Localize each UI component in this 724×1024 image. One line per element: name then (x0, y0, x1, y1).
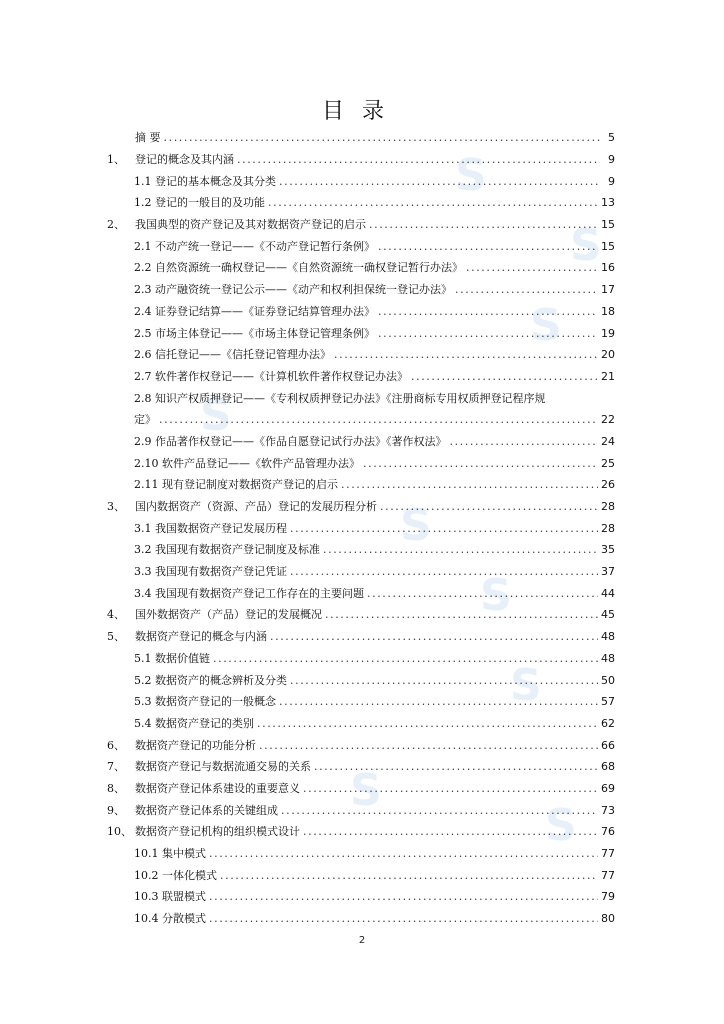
toc-leader-dots (378, 306, 598, 317)
toc-entry[interactable] (107, 279, 615, 301)
toc-entry-title: 数据资产登记体系的关键组成 (135, 803, 278, 817)
toc-entry-number: 1、 (107, 153, 125, 167)
toc-entry-title: 3.3 我国现有数据资产登记凭证 (134, 565, 287, 579)
toc-leader-dots (213, 653, 598, 664)
toc-leader-dots (369, 219, 598, 230)
toc-entry[interactable] (107, 626, 615, 648)
toc-leader-dots (363, 458, 598, 469)
toc-entry-title: 3.4 我国现有数据资产登记工作存在的主要问题 (134, 586, 364, 600)
toc-entry[interactable] (107, 149, 615, 171)
toc-entry[interactable] (107, 582, 615, 604)
toc-entry[interactable] (107, 604, 615, 626)
watermark-logo: S (570, 220, 602, 271)
toc-leader-dots (314, 761, 598, 772)
toc-leader-dots (455, 284, 598, 295)
toc-entry[interactable] (107, 214, 615, 236)
toc-leader-dots (341, 479, 598, 490)
toc-entry-page: 17 (601, 283, 615, 297)
toc-entry[interactable] (107, 821, 615, 843)
toc-entry-title: 2.7 软件著作权登记——《计算机软件著作权登记办法》 (134, 369, 408, 383)
toc-entry-title: 我国典型的资产登记及其对数据资产登记的启示 (135, 218, 366, 232)
toc-entry-title: 定》 (134, 413, 156, 427)
watermark-logo: S (480, 570, 512, 621)
toc-entry[interactable] (107, 908, 615, 930)
toc-entry[interactable] (107, 843, 615, 865)
toc-entry-title: 5.1 数据价值链 (134, 651, 210, 665)
toc-entry-title: 数据资产登记与数据流通交易的关系 (135, 760, 311, 774)
toc-leader-dots (209, 848, 598, 859)
toc-entry-title: 2.11 现有登记制度对数据资产登记的启示 (134, 478, 338, 492)
watermark-logo: S (350, 765, 382, 816)
toc-entry-page: 35 (601, 543, 615, 557)
toc-leader-dots (290, 523, 598, 534)
toc-entry-title: 2.2 自然资源统一确权登记——《自然资源统一确权登记暂行办法》 (134, 261, 463, 275)
toc-entry-title: 2.10 软件产品登记——《软件产品管理办法》 (134, 456, 360, 470)
toc-leader-dots (290, 675, 598, 686)
toc-entry-page: 77 (601, 868, 615, 882)
toc-leader-dots (378, 241, 598, 252)
toc-leader-dots (367, 588, 598, 599)
toc-leader-dots (290, 566, 598, 577)
toc-leader-dots (411, 371, 598, 382)
toc-entry-page: 45 (601, 608, 615, 622)
toc-entry-title: 数据资产登记的概念与内涵 (135, 630, 267, 644)
toc-entry-title: 2.6 信托登记——《信托登记管理办法》 (134, 348, 331, 362)
watermark-logo: S (545, 800, 577, 851)
toc-leader-dots (164, 132, 601, 143)
toc-leader-dots (159, 414, 598, 425)
toc-entry[interactable] (107, 344, 615, 366)
toc-entry-page: 66 (601, 738, 615, 752)
toc-entry-page: 57 (601, 695, 615, 709)
toc-leader-dots (380, 501, 598, 512)
toc-entry[interactable] (107, 431, 615, 453)
toc-entry-title: 5.4 数据资产登记的类别 (134, 716, 254, 730)
toc-entry-title: 10.4 分散模式 (134, 912, 206, 926)
toc-leader-dots (334, 349, 598, 360)
watermark-logo: S (530, 300, 562, 351)
toc-entry[interactable] (107, 669, 615, 691)
toc-leader-dots (450, 436, 599, 447)
toc-entry-page: 15 (601, 239, 615, 253)
toc-entry[interactable] (107, 192, 615, 214)
toc-entry-page: 73 (601, 803, 615, 817)
toc-entry-page: 37 (601, 565, 615, 579)
toc-entry-title: 数据资产登记体系建设的重要意义 (135, 781, 300, 795)
toc-entry-title: 3.1 我国数据资产登记发展历程 (134, 521, 287, 535)
toc-entry[interactable] (107, 127, 615, 149)
toc-entry-title: 10.1 集中模式 (134, 847, 206, 861)
watermark-logo: S (510, 660, 542, 711)
toc-entry[interactable] (107, 170, 615, 192)
toc-entry[interactable] (107, 517, 615, 539)
toc-entry-title: 1.2 登记的一般目的及功能 (134, 196, 265, 210)
toc-entry-page: 13 (601, 196, 615, 210)
toc-entry-page: 5 (608, 131, 615, 145)
watermark-logo: S (400, 500, 432, 551)
toc-entry[interactable] (107, 886, 615, 908)
toc-entry-page: 26 (601, 478, 615, 492)
toc-entry-number: 7、 (107, 760, 125, 774)
toc-entry-page: 18 (601, 304, 615, 318)
toc-entry-title: 1.1 登记的基本概念及其分类 (134, 174, 276, 188)
toc-entry[interactable] (107, 691, 615, 713)
watermark-logo: S (455, 150, 487, 201)
toc-entry-page: 19 (601, 326, 615, 340)
toc-leader-dots (279, 696, 598, 707)
toc-entry-title: 2.5 市场主体登记——《市场主体登记管理条例》 (134, 326, 375, 340)
toc-entry[interactable] (107, 734, 615, 756)
toc-entry[interactable] (107, 496, 615, 518)
toc-entry-page: 76 (601, 825, 615, 839)
toc-entry-title: 数据资产登记的功能分析 (135, 738, 256, 752)
toc-entry[interactable] (107, 387, 615, 409)
toc-leader-dots (220, 870, 598, 881)
toc-entry-title: 国外数据资产（产品）登记的发展概况 (135, 608, 322, 622)
toc-entry-page: 28 (601, 500, 615, 514)
toc-entry[interactable] (107, 561, 615, 583)
toc-entry-page: 25 (601, 456, 615, 470)
toc-entry[interactable] (107, 257, 615, 279)
toc-entry-page: 69 (601, 781, 615, 795)
toc-entry-page: 24 (601, 434, 615, 448)
toc-entry-page: 16 (601, 261, 615, 275)
toc-entry-number: 8、 (107, 781, 125, 795)
toc-entry[interactable] (107, 452, 615, 474)
toc-entry-page: 48 (601, 651, 615, 665)
toc-entry-number: 2、 (107, 218, 125, 232)
toc-entry-page: 9 (608, 153, 615, 167)
toc-entry-number: 9、 (107, 803, 125, 817)
toc-entry-number: 5、 (107, 630, 125, 644)
toc-entry-page: 44 (601, 586, 615, 600)
toc-entry-title: 登记的概念及其内涵 (135, 153, 234, 167)
toc-entry-page: 68 (601, 760, 615, 774)
toc-entry-page: 21 (601, 369, 615, 383)
toc-entry-page: 28 (601, 521, 615, 535)
toc-entry-title: 2.3 动产融资统一登记公示——《动产和权利担保统一登记办法》 (134, 283, 452, 297)
toc-leader-dots (281, 805, 598, 816)
toc-entry-page: 79 (601, 890, 615, 904)
toc-entry-title: 国内数据资产（资源、产品）登记的发展历程分析 (135, 500, 377, 514)
toc-entry-title: 10.3 联盟模式 (134, 890, 206, 904)
toc-entry-number: 3、 (107, 500, 125, 514)
toc-entry[interactable] (107, 799, 615, 821)
toc-entry-title: 数据资产登记机构的组织模式设计 (135, 825, 300, 839)
toc-entry[interactable] (107, 301, 615, 323)
toc-entry-title: 摘 要 (135, 131, 161, 145)
toc-leader-dots (279, 176, 600, 187)
toc-entry-title: 5.3 数据资产登记的一般概念 (134, 695, 276, 709)
toc-leader-dots (270, 631, 598, 642)
toc-leader-dots (303, 783, 598, 794)
toc-entry-title: 2.4 证券登记结算——《证券登记结算管理办法》 (134, 304, 375, 318)
toc-entry-title: 10.2 一体化模式 (134, 868, 217, 882)
toc-entry[interactable] (107, 713, 615, 735)
toc-entry-page: 80 (601, 912, 615, 926)
toc-entry[interactable] (107, 756, 615, 778)
toc-entry-page: 50 (601, 673, 615, 687)
toc-leader-dots (323, 544, 598, 555)
toc-leader-dots (209, 891, 598, 902)
toc-leader-dots (268, 197, 598, 208)
toc-leader-dots (378, 328, 598, 339)
table-of-contents (107, 127, 615, 929)
watermark-logo: S (200, 390, 232, 441)
toc-leader-dots (209, 913, 598, 924)
toc-entry-page: 9 (608, 174, 615, 188)
toc-leader-dots (257, 718, 598, 729)
toc-entry[interactable] (107, 366, 615, 388)
toc-entry[interactable] (107, 648, 615, 670)
toc-entry-page: 15 (601, 218, 615, 232)
toc-entry-title: 3.2 我国现有数据资产登记制度及标准 (134, 543, 320, 557)
toc-entry-page: 22 (601, 413, 615, 427)
toc-entry[interactable] (107, 474, 615, 496)
toc-leader-dots (325, 609, 598, 620)
toc-entry-number: 6、 (107, 738, 125, 752)
toc-entry-page: 20 (601, 348, 615, 362)
toc-entry[interactable] (107, 778, 615, 800)
toc-entry-number: 4、 (107, 608, 125, 622)
toc-entry-title: 5.2 数据资产的概念辨析及分类 (134, 673, 287, 687)
toc-entry[interactable] (107, 864, 615, 886)
toc-leader-dots (303, 826, 598, 837)
page-number: 2 (358, 935, 366, 946)
toc-entry-title: 2.1 不动产统一登记——《不动产登记暂行条例》 (134, 239, 375, 253)
toc-entry[interactable] (107, 322, 615, 344)
toc-leader-dots (237, 154, 600, 165)
toc-entry-number: 10、 (107, 825, 132, 839)
toc-entry-title: 2.9 作品著作权登记——《作品自愿登记试行办法》《著作权法》 (134, 434, 447, 448)
toc-entry-title: 2.8 知识产权质押登记——《专利权质押登记办法》《注册商标专用权质押登记程序规 (134, 391, 546, 405)
toc-leader-dots (259, 740, 598, 751)
toc-entry[interactable] (107, 539, 615, 561)
toc-entry[interactable] (107, 235, 615, 257)
toc-entry[interactable] (107, 409, 615, 431)
toc-entry-page: 48 (601, 630, 615, 644)
toc-entry-page: 62 (601, 716, 615, 730)
toc-leader-dots (466, 262, 598, 273)
toc-entry-page: 77 (601, 847, 615, 861)
page-title: 目录 (321, 99, 402, 124)
